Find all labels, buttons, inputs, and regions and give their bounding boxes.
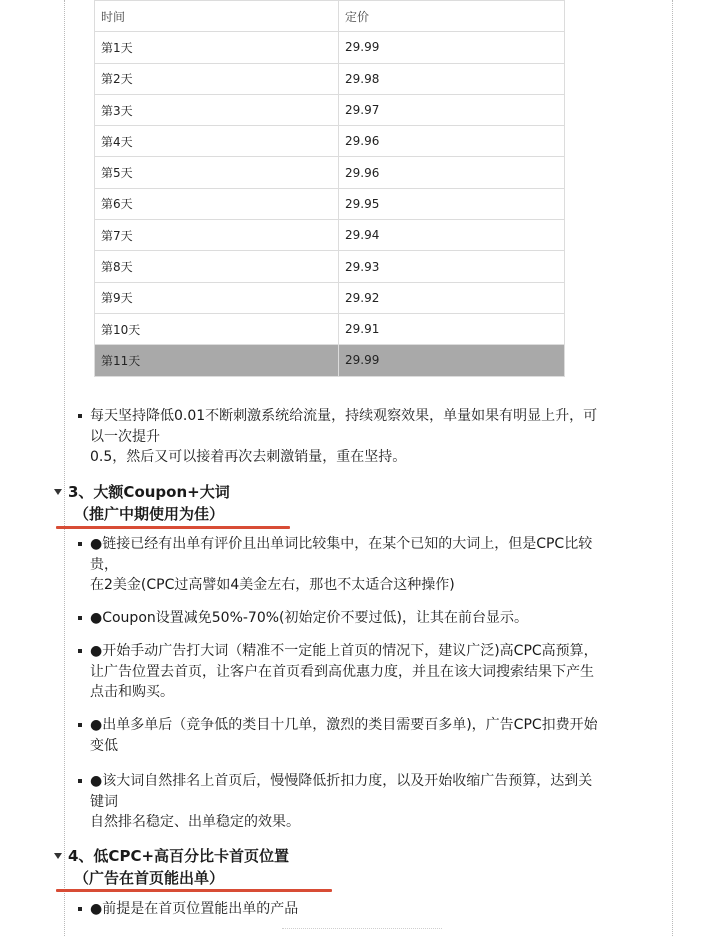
day-cell: 第1天 <box>95 32 339 63</box>
price-cell: 29.97 <box>339 94 565 125</box>
price-cell: 29.99 <box>339 345 565 376</box>
section-4-title: 4、低CPC+高百分比卡首页位置 <box>68 847 290 865</box>
bullet-dot <box>78 907 82 911</box>
column-header-time: 时间 <box>95 1 339 32</box>
collapse-caret-icon[interactable] <box>54 489 62 495</box>
price-cell: 29.99 <box>339 32 565 63</box>
bullet-line: 每天坚持降低0.01不断刺激系统给流量，持续观察效果，单量如果有明显上升，可 <box>90 408 598 424</box>
day-cell: 第5天 <box>95 157 339 188</box>
bullet-line: 键词 <box>90 793 118 810</box>
bullet-text <box>90 715 648 756</box>
bullet-dot <box>78 542 82 546</box>
day-cell: 第3天 <box>95 94 339 125</box>
table-row <box>95 63 565 94</box>
bullet-dot <box>78 723 82 727</box>
bullet-line: ●出单多单后（竞争低的类目十几单，激烈的类目需要百多单)，广告CPC扣费开始 <box>90 717 598 733</box>
table-row <box>95 126 565 157</box>
bullet-3-2 <box>78 608 648 629</box>
table-row <box>95 251 565 282</box>
price-cell: 29.93 <box>339 251 565 282</box>
day-cell: 第10天 <box>95 313 339 344</box>
bullet-line: 变低 <box>90 737 118 754</box>
bullet-line: ●开始手动广告打大词（精准不一定能上首页的情况下，建议广泛)高CPC高预算， <box>90 643 598 659</box>
bullet-dot <box>78 414 82 418</box>
bullet-3-5 <box>78 771 648 833</box>
collapse-caret-icon[interactable] <box>54 853 62 859</box>
day-cell: 第2天 <box>95 63 339 94</box>
bullet-text <box>90 641 648 703</box>
bullet-3-3 <box>78 641 648 703</box>
bullet-price-strategy <box>78 406 648 468</box>
table-header-row <box>95 1 565 32</box>
bullet-dot <box>78 649 82 653</box>
section-4-red-underline <box>56 889 332 892</box>
table-row <box>95 282 565 313</box>
bullet-text <box>90 899 648 920</box>
day-cell: 第11天 <box>95 345 339 376</box>
bullet-3-1 <box>78 534 648 596</box>
day-cell: 第9天 <box>95 282 339 313</box>
bullet-line: ●Coupon设置减免50%-70%(初始定价不要过低)，让其在前台显示。 <box>90 610 528 626</box>
cut-off-text-remnant <box>282 928 442 933</box>
price-cell: 29.95 <box>339 188 565 219</box>
bullet-line: 自然排名稳定、出单稳定的效果。 <box>90 814 300 830</box>
bullet-text <box>90 534 648 596</box>
bullet-line: 在2美金(CPC过高譬如4美金左右，那也不太适合这种操作) <box>90 577 455 593</box>
price-cell: 29.92 <box>339 282 565 313</box>
price-cell: 29.91 <box>339 313 565 344</box>
bullet-3-4 <box>78 715 648 756</box>
table-row <box>95 32 565 63</box>
bullet-text <box>90 608 648 629</box>
bullet-line: 0.5，然后又可以接着再次去刺激销量，重在坚持。 <box>90 449 407 465</box>
table-row <box>95 94 565 125</box>
bullet-line: 贵， <box>90 556 118 573</box>
bullet-dot <box>78 616 82 620</box>
bullet-text <box>90 771 648 833</box>
price-cell: 29.98 <box>339 63 565 94</box>
bullet-line: ●链接已经有出单有评价且出单词比较集中，在某个已知的大词上，但是CPC比较 <box>90 536 593 552</box>
section-4-subtitle: （广告在首页能出单） <box>74 869 225 887</box>
day-cell: 第6天 <box>95 188 339 219</box>
bullet-line: ●前提是在首页位置能出单的产品 <box>90 901 299 917</box>
day-cell: 第4天 <box>95 126 339 157</box>
bullet-line: 点击和购买。 <box>90 684 174 700</box>
outline-guide-right <box>672 0 673 936</box>
bullet-4-1 <box>78 899 648 920</box>
section-3-red-underline <box>56 526 290 529</box>
price-cell: 29.96 <box>339 126 565 157</box>
table-row-highlighted <box>95 345 565 376</box>
day-cell: 第7天 <box>95 220 339 251</box>
table-row <box>95 313 565 344</box>
outline-guide-left <box>64 0 65 936</box>
bullet-line: 让广告位置去首页，让客户在首页看到高优惠力度，并且在该大词搜索结果下产生 <box>90 663 594 680</box>
column-header-price: 定价 <box>339 1 565 32</box>
table-row <box>95 157 565 188</box>
table-row <box>95 188 565 219</box>
bullet-line: ●该大词自然排名上首页后，慢慢降低折扣力度，以及开始收缩广告预算，达到关 <box>90 773 593 789</box>
section-3-heading[interactable] <box>54 481 230 525</box>
price-cell: 29.96 <box>339 157 565 188</box>
bullet-dot <box>78 779 82 783</box>
section-3-subtitle: （推广中期使用为佳） <box>74 505 225 523</box>
price-cell: 29.94 <box>339 220 565 251</box>
section-3-title: 3、大额Coupon+大词 <box>68 483 230 501</box>
table-row <box>95 220 565 251</box>
bullet-text <box>90 406 648 468</box>
bullet-line: 以一次提升 <box>90 428 160 445</box>
price-table <box>94 0 565 377</box>
section-4-heading[interactable] <box>54 845 289 889</box>
day-cell: 第8天 <box>95 251 339 282</box>
